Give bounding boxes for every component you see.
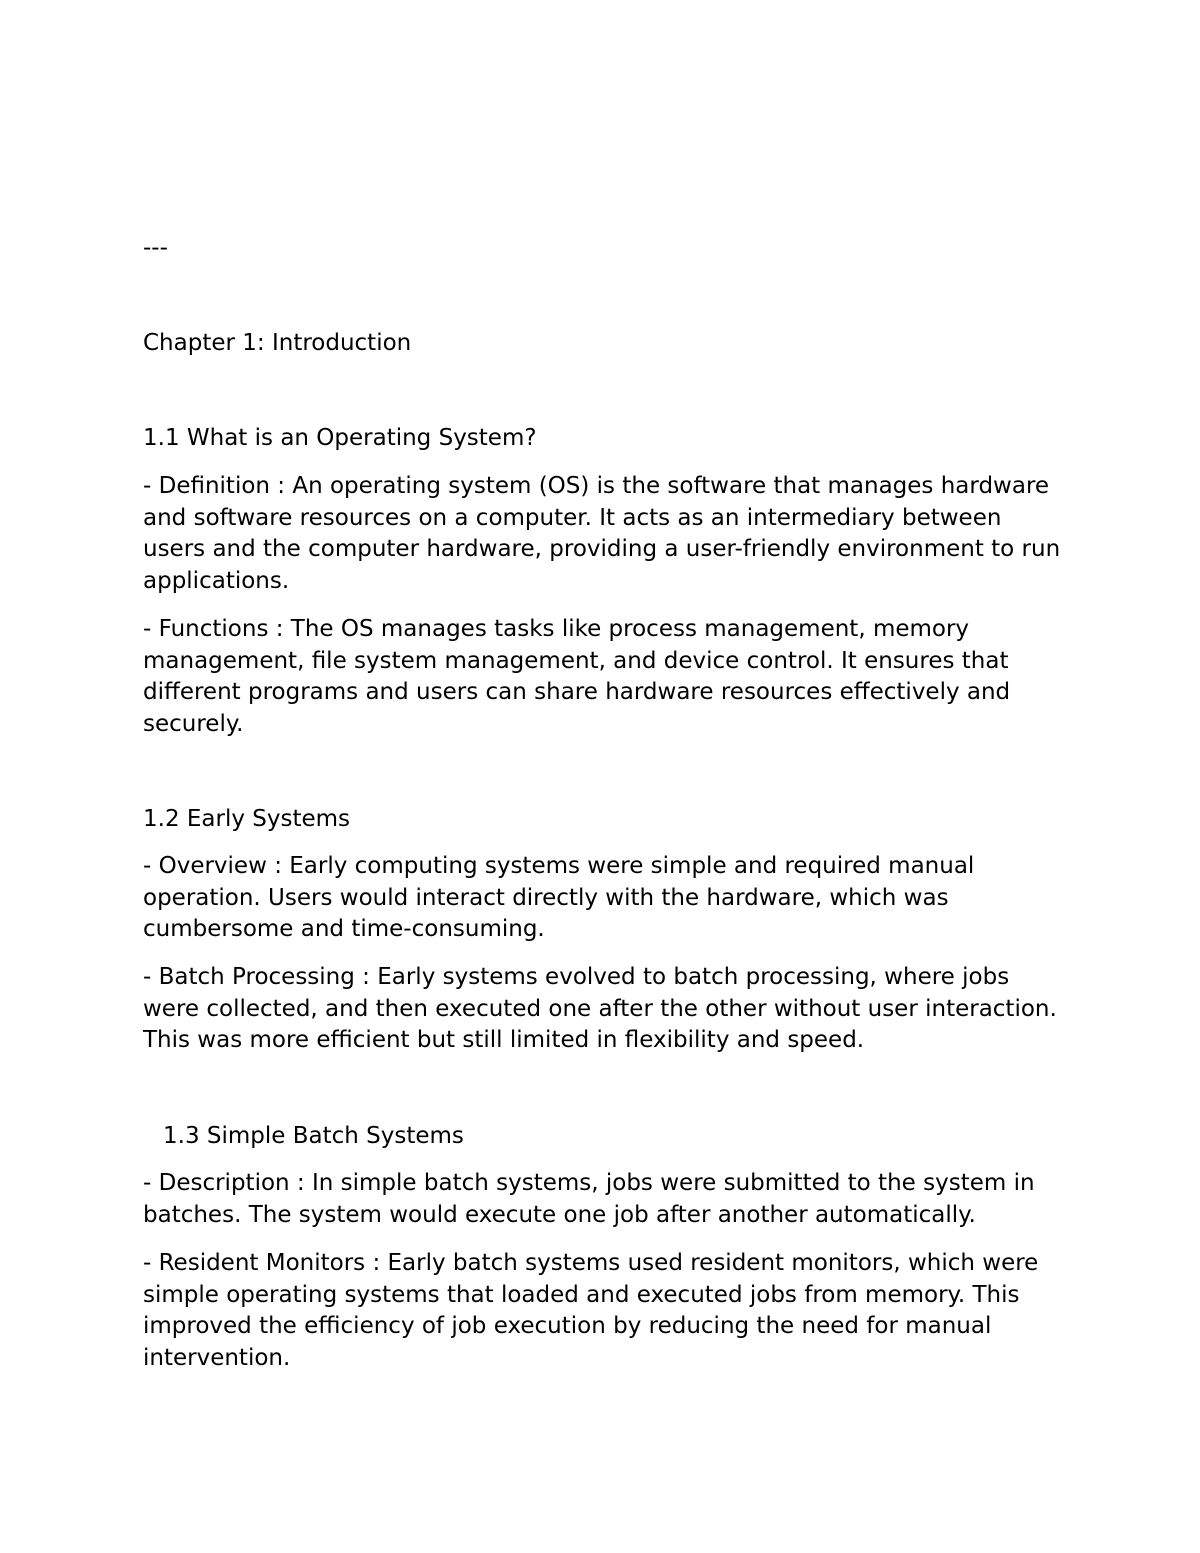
section-heading-1-1: 1.1 What is an Operating System?	[143, 425, 537, 451]
paragraph-resident-monitors: - Resident Monitors : Early batch systems used resident monitors, which were simple operating systems that loaded and executed jobs from memory. This improved the efficiency of job execution by reducing the need for manual intervention.	[143, 1250, 1039, 1371]
section-heading-1-2: 1.2 Early Systems	[143, 806, 351, 832]
paragraph-definition: - Definition : An operating system (OS) is the software that manages hardware and software resources on a computer. It acts as an intermediary between users and the computer hardware, providing a user-friendly environment to run applications.	[143, 473, 1061, 594]
paragraph-overview: - Overview : Early computing systems were simple and required manual operation. Users would interact directly with the hardware, which was cumbersome and time-consuming.	[143, 853, 975, 943]
separator-line: ---	[143, 235, 168, 261]
section-heading-1-3: 1.3 Simple Batch Systems	[163, 1123, 464, 1149]
paragraph-description: - Description : In simple batch systems, jobs were submitted to the system in batches. The system would execute one job after another automatically.	[143, 1170, 1035, 1228]
paragraph-batch-processing: - Batch Processing : Early systems evolved to batch processing, where jobs were collected, and then executed one after the other without user interaction. This was more efficient but still limited in flexibility and speed.	[143, 964, 1057, 1054]
paragraph-functions: - Functions : The OS manages tasks like process management, memory management, file system management, and device control. It ensures that different programs and users can share hardware resources effectively and securely.	[143, 616, 1011, 737]
chapter-title: Chapter 1: Introduction	[143, 330, 412, 356]
